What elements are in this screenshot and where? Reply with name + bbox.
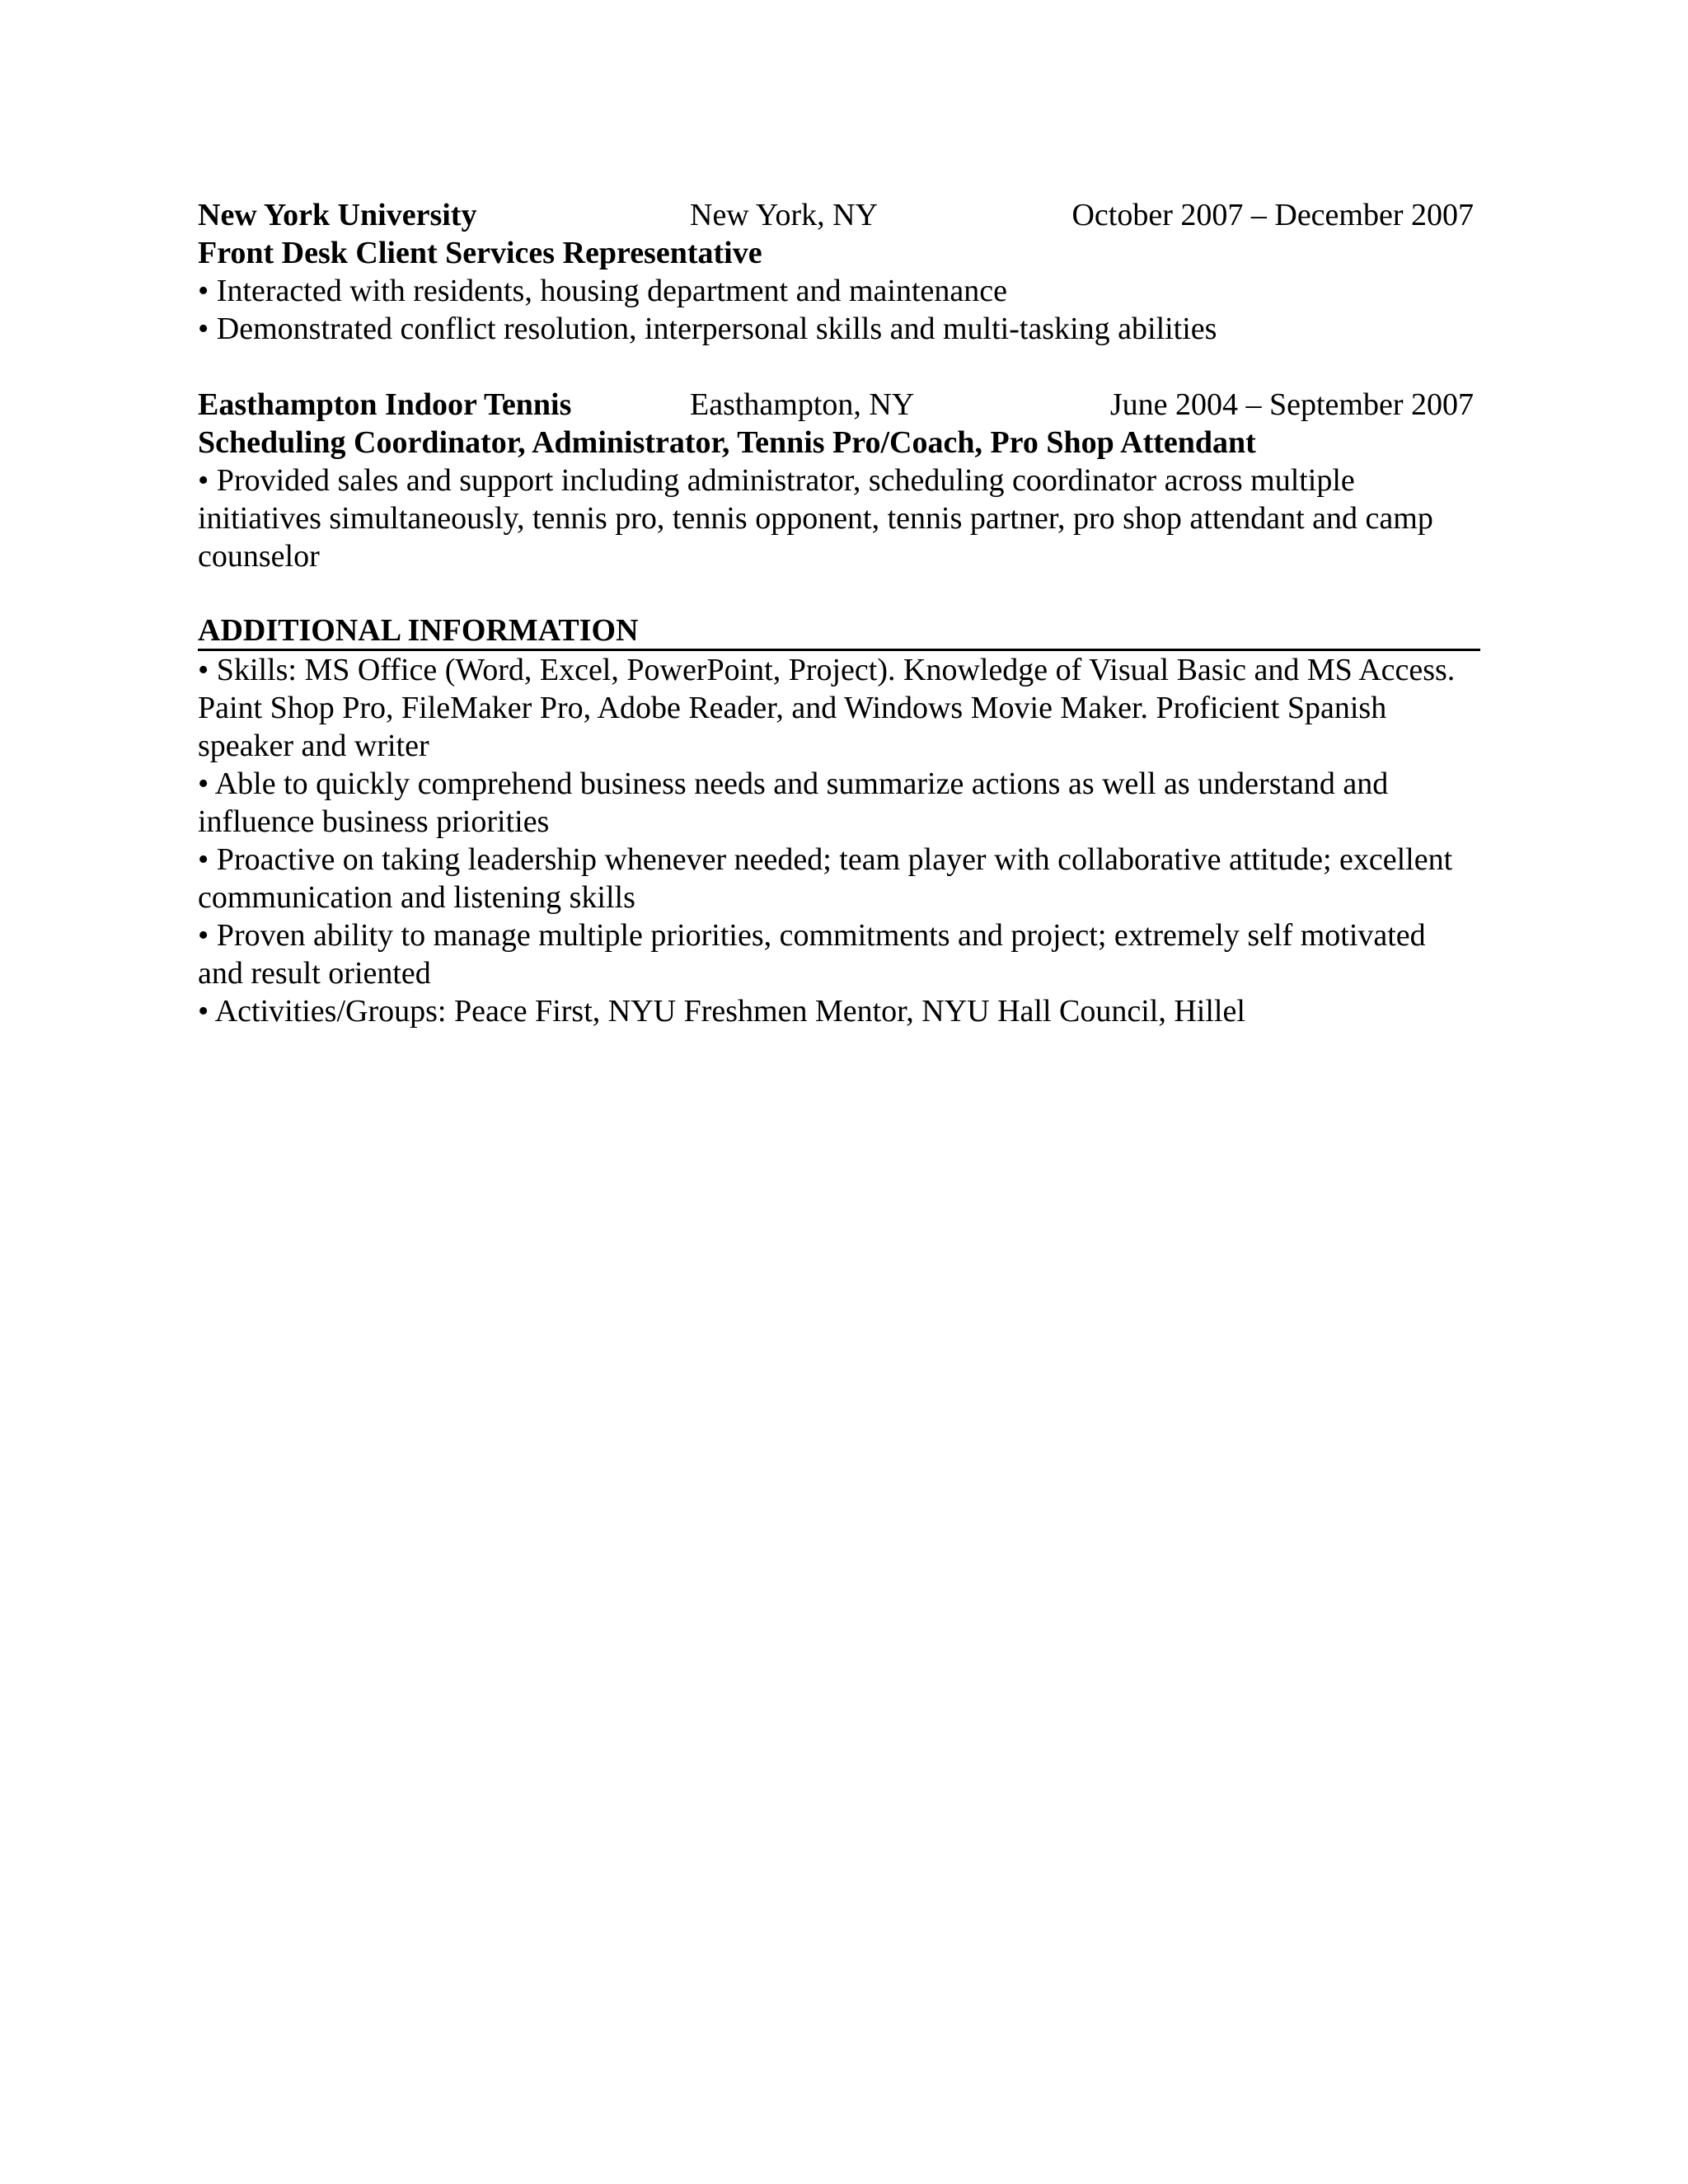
- additional-bullet: • Able to quickly comprehend business needs and summarize actions as well as understand and influence business priorities: [198, 766, 1389, 839]
- job-title: Scheduling Coordinator, Administrator, Tennis Pro/Coach, Pro Shop Attendant: [198, 425, 1256, 460]
- additional-bullet: • Proven ability to manage multiple priorities, commitments and project; extremely self motivated and result oriented: [198, 918, 1426, 991]
- additional-bullet: • Activities/Groups: Peace First, NYU Freshmen Mentor, NYU Hall Council, Hillel: [198, 994, 1245, 1029]
- job-dates: October 2007 – December 2007: [1071, 198, 1474, 232]
- additional-bullet: • Proactive on taking leadership whenever needed; team player with collaborative attitude; excellent communication and listening skills: [198, 842, 1453, 915]
- job-header: [198, 386, 1474, 424]
- additional-information-list: [198, 651, 1474, 1030]
- job-location: New York, NY: [690, 198, 879, 232]
- job-title: Front Desk Client Services Representative: [198, 236, 762, 270]
- section-heading-text: ADDITIONAL INFORMATION: [198, 613, 639, 648]
- job-bullet: • Provided sales and support including administrator, scheduling coordinator across multiple initiatives simultaneously, tennis pro, tennis opponent, tennis partner, pro shop attendant and camp counselor: [198, 463, 1433, 574]
- job-location: Easthampton, NY: [690, 387, 915, 422]
- section-heading-additional-information: [198, 613, 1480, 651]
- employer-name: Easthampton Indoor Tennis: [198, 387, 572, 422]
- job-entry-nyu: [198, 196, 1474, 348]
- job-bullet: • Demonstrated conflict resolution, interpersonal skills and multi-tasking abilities: [198, 312, 1217, 346]
- additional-bullet: • Skills: MS Office (Word, Excel, PowerPoint, Project). Knowledge of Visual Basic and MS Access. Paint Shop Pro, FileMaker Pro, Adobe Reader, and Windows Movie Maker. Proficient Spanish speaker and writer: [198, 653, 1456, 763]
- job-bullet: • Interacted with residents, housing department and maintenance: [198, 274, 1007, 308]
- employer-name: New York University: [198, 198, 477, 232]
- job-dates: June 2004 – September 2007: [1109, 387, 1474, 422]
- resume-page: [198, 196, 1474, 1030]
- job-header: [198, 196, 1474, 234]
- job-entry-easthampton: [198, 386, 1474, 575]
